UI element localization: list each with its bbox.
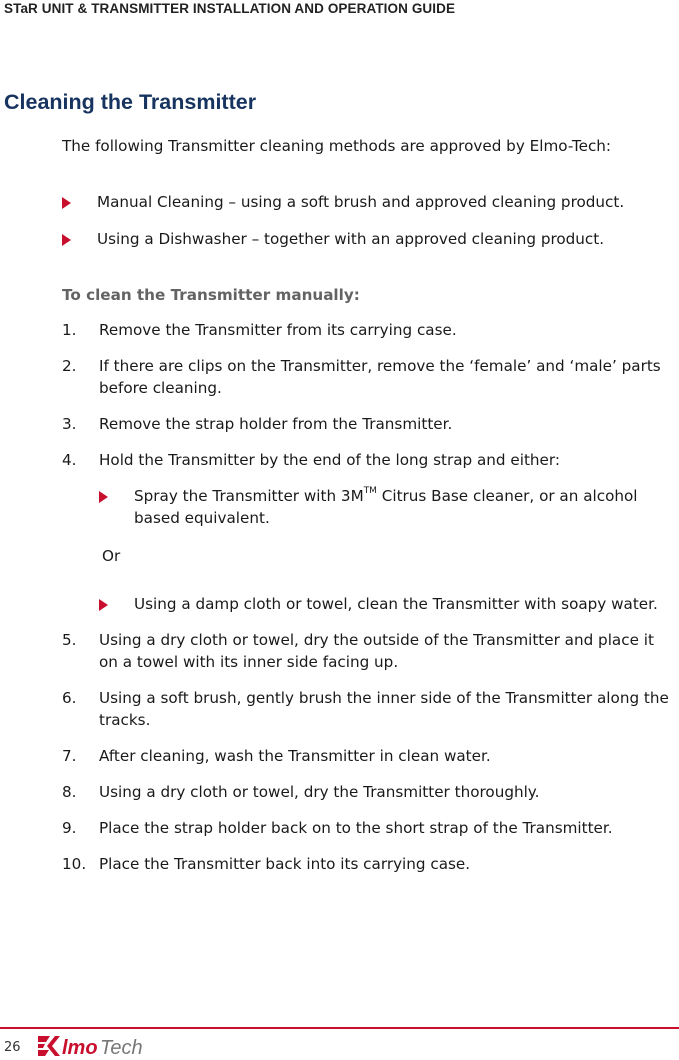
step-4-options-alt — [99, 593, 674, 615]
step-text: After cleaning, wash the Transmitter in clean water. — [99, 747, 491, 765]
step-item — [62, 413, 674, 435]
steps-list — [62, 319, 674, 875]
step-item — [62, 629, 674, 673]
trademark-superscript: TM — [363, 485, 377, 496]
step-item — [62, 853, 674, 875]
step-number: 1. — [62, 321, 77, 339]
step-item — [62, 319, 674, 341]
step-text: Place the strap holder back on to the short strap of the Transmitter. — [99, 819, 613, 837]
svg-text:lmo: lmo — [62, 1037, 98, 1059]
step-text: If there are clips on the Transmitter, remove the ‘female’ and ‘male’ parts before cleaning. — [99, 357, 661, 397]
step-text: Remove the Transmitter from its carrying case. — [99, 321, 457, 339]
step-number: 8. — [62, 783, 77, 801]
step-number: 4. — [62, 451, 77, 469]
step-text: Using a soft brush, gently brush the inner side of the Transmitter along the tracks. — [99, 689, 669, 729]
step-item — [62, 355, 674, 399]
elmotech-logo — [36, 1033, 186, 1059]
step-item — [62, 687, 674, 731]
step-number: 9. — [62, 819, 77, 837]
step-item — [62, 781, 674, 803]
step-number: 2. — [62, 357, 77, 375]
intro-paragraph: The following Transmitter cleaning methods are approved by Elmo-Tech: — [62, 137, 612, 155]
or-separator: Or — [102, 547, 121, 565]
method-text: Using a Dishwasher – together with an approved cleaning product. — [97, 230, 605, 248]
spray-option-text: Spray the Transmitter with 3M™ Citrus Base cleaner, or an alcohol based equivalent. — [134, 485, 638, 527]
bullet-arrow-icon — [62, 197, 71, 209]
logo-mark-icon — [38, 1036, 60, 1056]
step-item — [62, 817, 674, 839]
page-number: 26 — [4, 1040, 21, 1055]
running-header: STaR UNIT & TRANSMITTER INSTALLATION AND OPERATION GUIDE — [4, 1, 456, 16]
list-item — [99, 593, 674, 615]
bullet-arrow-icon — [99, 491, 108, 503]
step-number: 3. — [62, 415, 77, 433]
footer-divider — [0, 1027, 679, 1029]
step-text: Remove the strap holder from the Transmitter. — [99, 415, 453, 433]
step-item — [62, 449, 674, 615]
step-text: Using a dry cloth or towel, dry the Transmitter thoroughly. — [99, 783, 540, 801]
cleaning-methods-list — [62, 191, 674, 250]
bullet-arrow-icon — [99, 599, 108, 611]
procedure-heading: To clean the Transmitter manually: — [62, 286, 360, 304]
list-item — [62, 191, 674, 213]
main-content — [62, 135, 674, 875]
list-item — [62, 228, 674, 250]
step-text: Hold the Transmitter by the end of the long strap and either: — [99, 451, 560, 469]
svg-text:Tech: Tech — [100, 1037, 143, 1059]
bullet-arrow-icon — [62, 234, 71, 246]
step-number: 7. — [62, 747, 77, 765]
section-title: Cleaning the Transmitter — [4, 90, 257, 114]
step-item — [62, 745, 674, 767]
cloth-option-text: Using a damp cloth or towel, clean the Transmitter with soapy water. — [134, 595, 658, 613]
step-number: 6. — [62, 689, 77, 707]
step-4-options — [99, 485, 674, 529]
step-number: 10. — [62, 855, 87, 873]
step-number: 5. — [62, 631, 77, 649]
list-item — [99, 485, 674, 529]
step-text: Place the Transmitter back into its carrying case. — [99, 855, 471, 873]
step-text: Using a dry cloth or towel, dry the outside of the Transmitter and place it on a towel with its inner side facing up. — [99, 631, 654, 671]
method-text: Manual Cleaning – using a soft brush and approved cleaning product. — [97, 193, 625, 211]
